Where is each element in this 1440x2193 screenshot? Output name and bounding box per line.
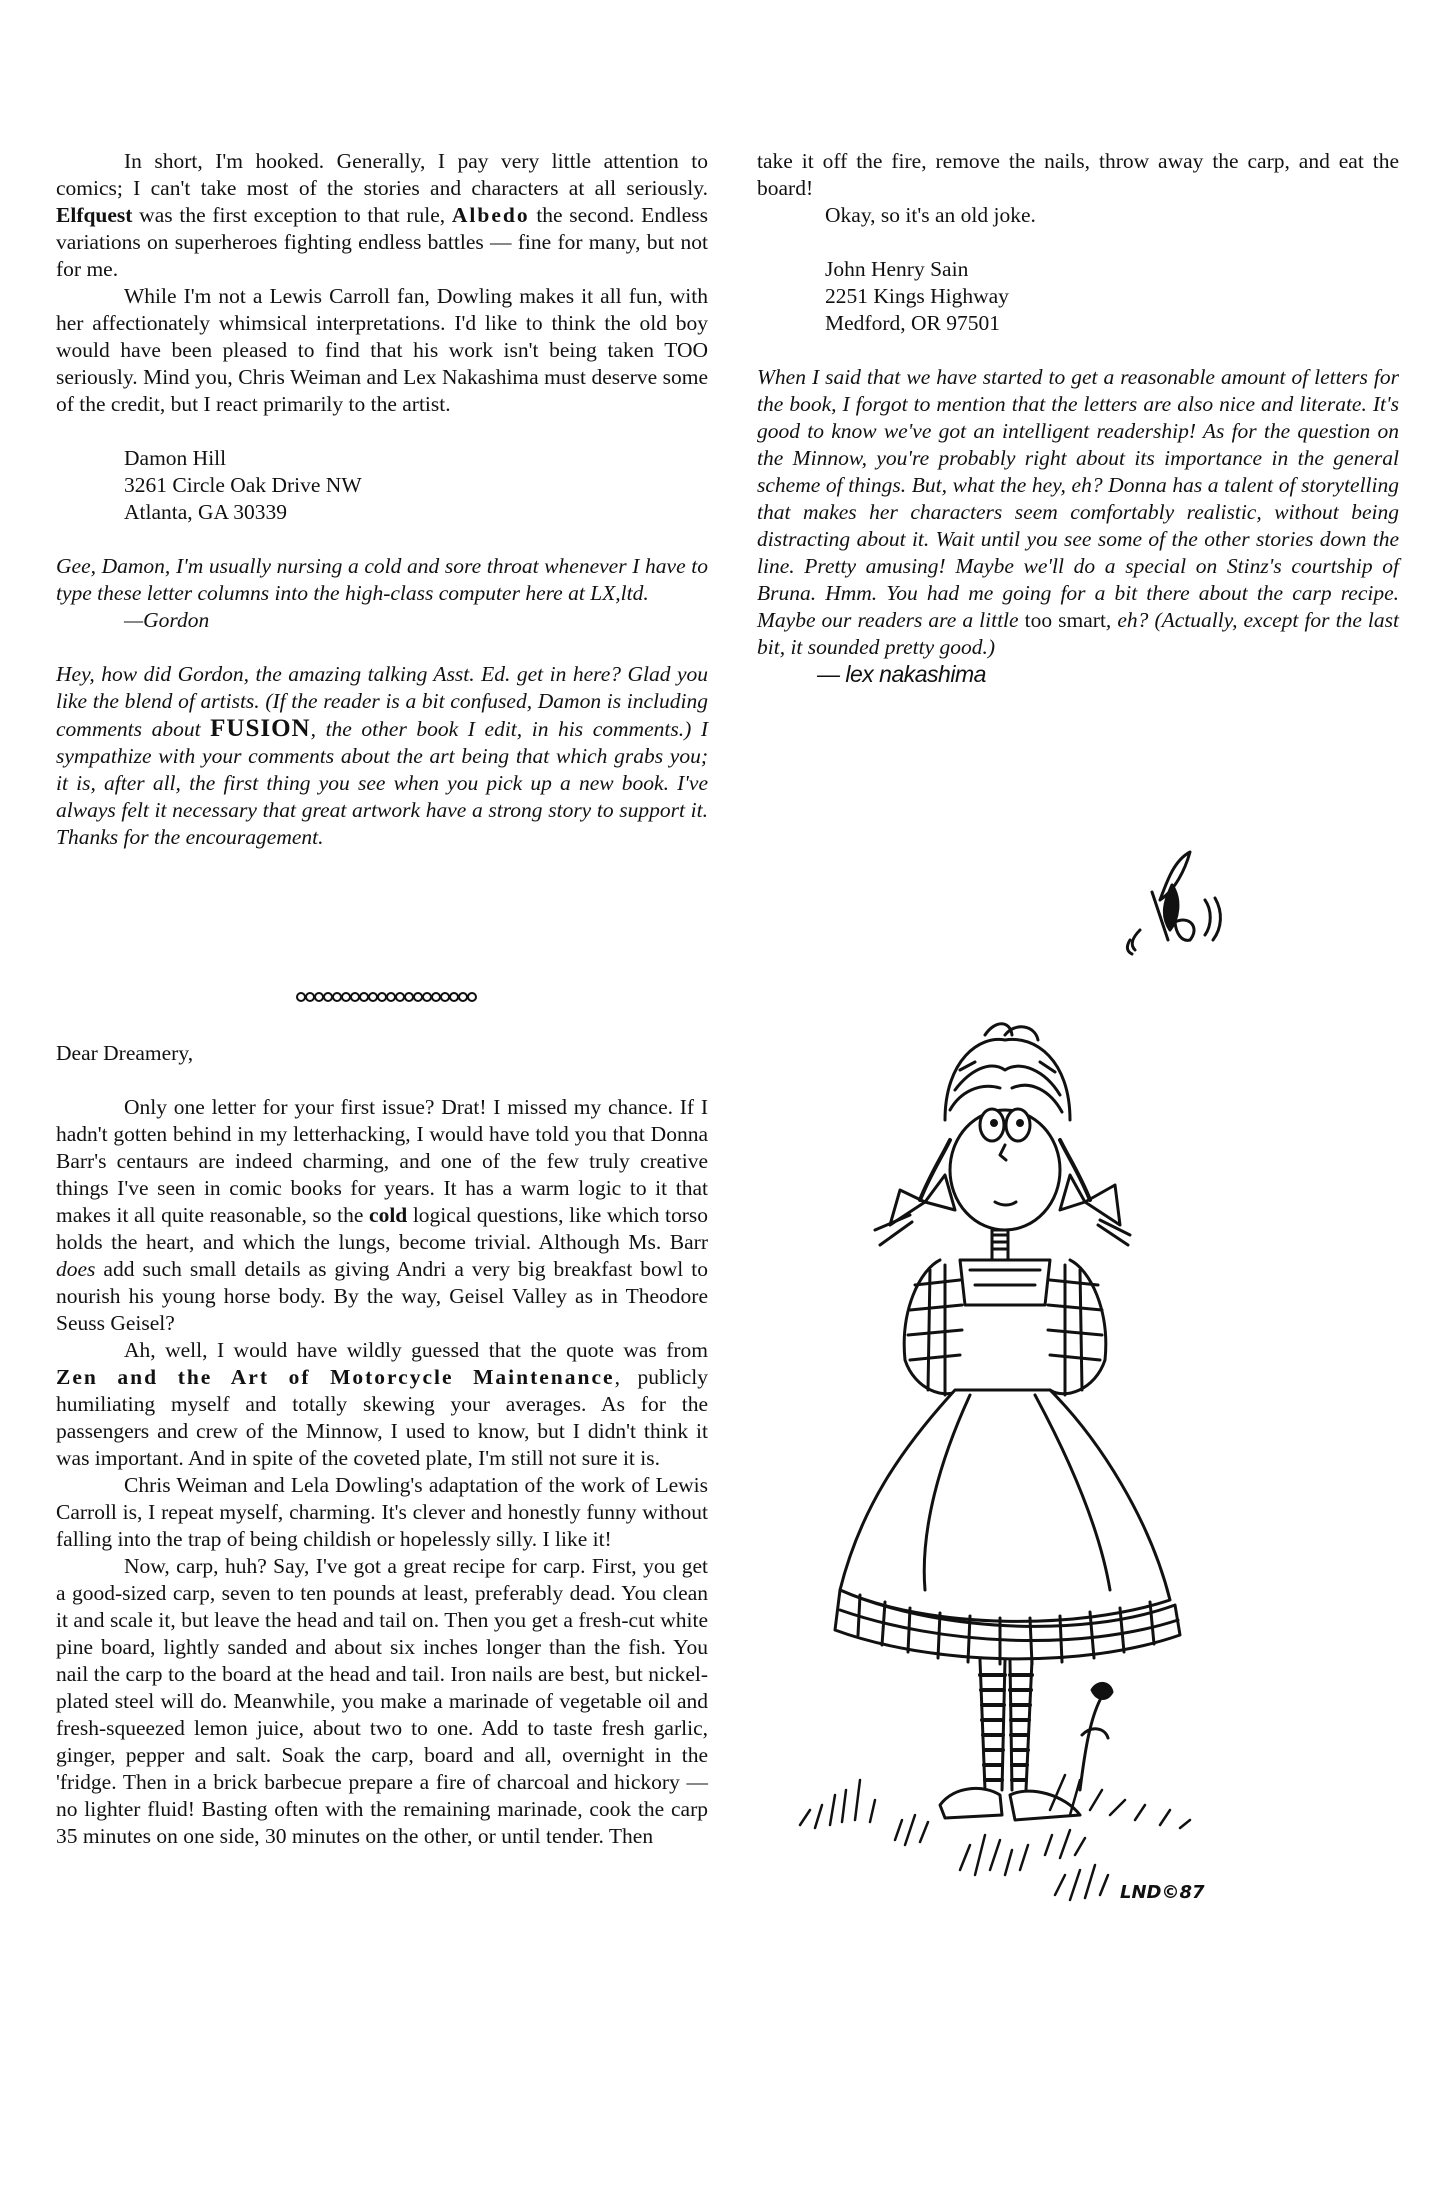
title-elfquest: Elfquest <box>56 203 133 227</box>
text-run: add such small details as giving Andri a very big breakfast bowl to nourish his young horse body. By the way, Geisel Valley as in Theodore Seuss Geisel? <box>56 1257 708 1335</box>
artist-signature: LND©87 <box>1120 1882 1205 1903</box>
spacer <box>56 526 708 553</box>
italic-does: does <box>56 1257 96 1281</box>
text-run: , eh? (Actually, except for the last bit, it sounded pretty good.) <box>757 608 1399 659</box>
girl-head <box>945 1024 1070 1230</box>
text-run: In short, I'm hooked. Generally, I pay very little attention to comics; I can't take most of the stories and characters at all seriously. <box>56 149 708 200</box>
text-run: , the other book I edit, in his comments.) I sympathize with your comments about the art being that which grabs you; it is, after all, the first thing you see when you pick up a new book. I've always felt it necessary that great artwork have a strong story to support it. Thanks for the encouragement. <box>56 717 709 849</box>
text-run: , publicly humiliating myself and totally skewing your averages. As for the passengers and crew of the Minnow, I used to know, but I didn't think it was important. And in spite of the coveted plate, I'm still not sure it is. <box>56 1365 708 1470</box>
title-albedo: Albedo <box>451 203 530 227</box>
lex-signature: — lex nakashima <box>817 661 986 687</box>
butterfly-icon <box>1127 852 1220 954</box>
text-run: logical questions, like which torso holds the heart, and which the lungs, become trivial. Although Ms. Barr <box>56 1203 709 1254</box>
gordon-reply: Gee, Damon, I'm usually nursing a cold and sore throat whenever I have to type these letter columns into the high-class computer here at LX,ltd. <box>56 554 708 605</box>
text-run: Hey, how did Gordon, the amazing talking Asst. Ed. get in here? Glad you like the blend of artists. (If the reader is a bit confused, Damon is including comments about <box>56 662 708 741</box>
dress-skirt <box>835 1390 1180 1664</box>
girl-illustration <box>780 830 1400 2020</box>
gordon-signature: —Gordon <box>124 608 210 632</box>
divider-circle <box>467 992 477 1002</box>
text-run: was the first exception to that rule, <box>132 203 452 227</box>
bold-cold: cold <box>369 1203 408 1227</box>
letter1-paragraph-2: While I'm not a Lewis Carroll fan, Dowling makes it all fun, with her affectionately whimsical interpretations. I'd like to think the old boy would have been pleased to find that his work isn't being taken TOO seriously. Mind you, Chris Weiman and Lex Nakashima must deserve some of the credit, but I react primarily to the artist. <box>56 284 708 416</box>
dress-upper <box>904 1230 1106 1395</box>
salutation: Dear Dreamery, <box>56 1041 194 1065</box>
left-column <box>56 148 708 851</box>
letter2-paragraph-3: Chris Weiman and Lela Dowling's adaptation of the work of Lewis Carroll is, I repeat myself, charming. It's clever and honestly funny without falling into the trap of being childish or hopelessly silly. I like it! <box>56 1473 708 1551</box>
text-run: Only one letter for your first issue? Drat! I missed my chance. If I hadn't gotten behind in my letterhacking, I would have told you that Donna Barr's centaurs are indeed charming, and one of the few truly creative things I've seen in comic books for years. It has a warm logic to it that makes it all quite reasonable, so the <box>56 1095 708 1227</box>
flower-icon <box>1080 1683 1112 1790</box>
letter2-joke-line: Okay, so it's an old joke. <box>825 203 1036 227</box>
letter2-paragraph-1 <box>56 1094 708 1337</box>
editor-reply-1 <box>56 661 708 851</box>
letter1-paragraph-1 <box>56 148 708 283</box>
title-fusion: FUSION <box>210 715 311 742</box>
spacer <box>56 634 708 661</box>
right-column <box>757 148 1399 688</box>
letter2-paragraph-4: Now, carp, huh? Say, I've got a great recipe for carp. First, you get a good-sized carp, seven to ten pounds at least, preferably dead. You clean it and scale it, but leave the head and tail on. Then you get a fresh-cut white pine board, lightly sanded and about six inches longer than the fish. You nail the carp to the board at the head and tail. Iron nails are best, but nickel-plated steel will do. Meanwhile, you make a marinade of vegetable oil and fresh-squeezed lemon juice, about two to one. Add to taste fresh garlic, ginger, pepper and salt. Soak the carp, board and all, overnight in the 'fridge. Then in a brick barbecue prepare a fire of charcoal and hickory — no lighter fluid! Basting often with the remaining marinade, cook the carp 35 minutes on one side, 30 minutes on the other, or until tender. Then <box>56 1554 708 1848</box>
upright-too-smart: too smart <box>1024 608 1106 632</box>
letter2-address <box>825 256 1399 337</box>
letter1-address <box>124 445 708 526</box>
section-divider <box>296 992 476 1002</box>
girl-legs <box>980 1660 1032 1790</box>
spacer <box>757 337 1399 364</box>
spacer <box>757 229 1399 256</box>
sender-city: Medford, OR 97501 <box>825 311 1000 335</box>
letter2-paragraph-2 <box>56 1337 708 1472</box>
letter2 <box>56 1040 708 1850</box>
spacer <box>56 1067 708 1094</box>
sender-name: John Henry Sain <box>825 257 969 281</box>
title-zen: Zen and the Art of Motorcycle Maintenance <box>56 1365 615 1389</box>
girl-shoes <box>940 1788 1080 1820</box>
spacer <box>56 418 708 445</box>
sender-street: 3261 Circle Oak Drive NW <box>124 473 362 497</box>
illustration <box>780 830 1400 2020</box>
sender-city: Atlanta, GA 30339 <box>124 500 288 524</box>
letter2-continued: take it off the fire, remove the nails, throw away the carp, and eat the board! <box>757 149 1399 200</box>
text-run: When I said that we have started to get a reasonable amount of letters for the book, I forgot to mention that the letters are also nice and literate. It's good to know we've got an intelligent readership! As for the question on the Minnow, you're probably right about its importance in the general scheme of things. But, what the hey, eh? Donna has a talent of storytelling that makes her characters seem comfortably realistic, without being distracting about it. Wait until you see some of the other stories down the line. Pretty amusing! Maybe we'll do a special on Stinz's courtship of Bruna. Hmm. You had me going for a bit there about the carp recipe. Maybe our readers are a little <box>757 365 1399 632</box>
text-run: Ah, well, I would have wildly guessed that the quote was from <box>124 1338 708 1362</box>
editor-reply-2 <box>757 364 1399 661</box>
sender-name: Damon Hill <box>124 446 227 470</box>
sender-street: 2251 Kings Highway <box>825 284 1009 308</box>
text-run: the second. Endless variations on superheroes fighting endless battles — fine for many, but not for me. <box>56 203 708 281</box>
